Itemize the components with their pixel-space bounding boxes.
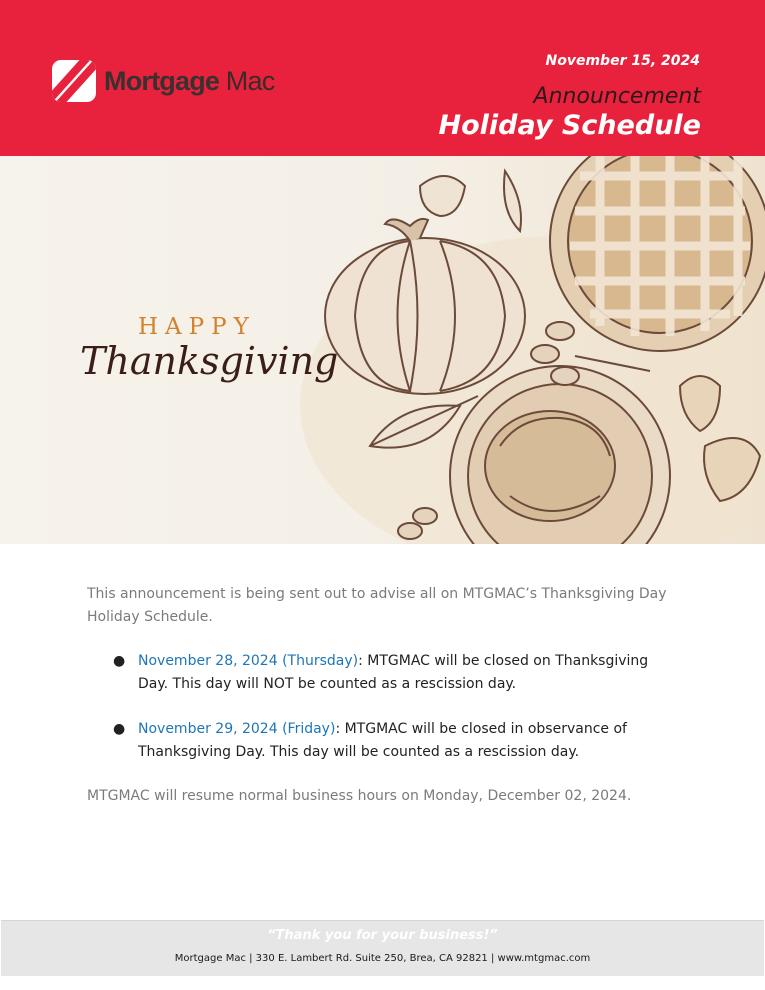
header-band — [0, 0, 765, 156]
logo-wordmark: Mortgage Mac — [104, 65, 275, 96]
page-title: Holiday Schedule — [438, 110, 701, 141]
footer-thanks: “Thank you for your business!” — [267, 928, 498, 943]
bullet-icon: ● — [113, 721, 126, 737]
holiday-note: : MTGMAC will be closed in observance of Thanksgiving Day. This day will be counted as a rescission day. — [138, 721, 627, 760]
company-logo — [52, 60, 274, 102]
holiday-date: November 28, 2024 (Thursday) — [138, 653, 359, 669]
announcement-label: Announcement — [533, 84, 701, 109]
holiday-date: November 29, 2024 (Friday) — [138, 721, 336, 737]
bullet-icon: ● — [113, 653, 126, 669]
logo-mark-icon — [52, 60, 96, 102]
announcement-date: November 15, 2024 — [545, 53, 700, 69]
list-item — [113, 650, 653, 696]
holiday-note: : MTGMAC will be closed on Thanksgiving Day. This day will NOT be counted as a rescission day. — [138, 653, 649, 692]
thanksgiving-banner — [0, 156, 765, 544]
closing-paragraph: MTGMAC will resume normal business hours on Monday, December 02, 2024. — [87, 788, 632, 804]
intro-paragraph: This announcement is being sent out to advise all on MTGMAC’s Thanksgiving Day Holiday Schedule. — [87, 586, 667, 625]
footer-address: Mortgage Mac | 330 E. Lambert Rd. Suite 250, Brea, CA 92821 | www.mtgmac.com — [174, 953, 591, 964]
list-item — [113, 718, 653, 764]
happy-heading: HAPPY — [138, 314, 256, 340]
thanksgiving-heading: Thanksgiving — [80, 339, 339, 383]
footer — [1, 920, 764, 976]
